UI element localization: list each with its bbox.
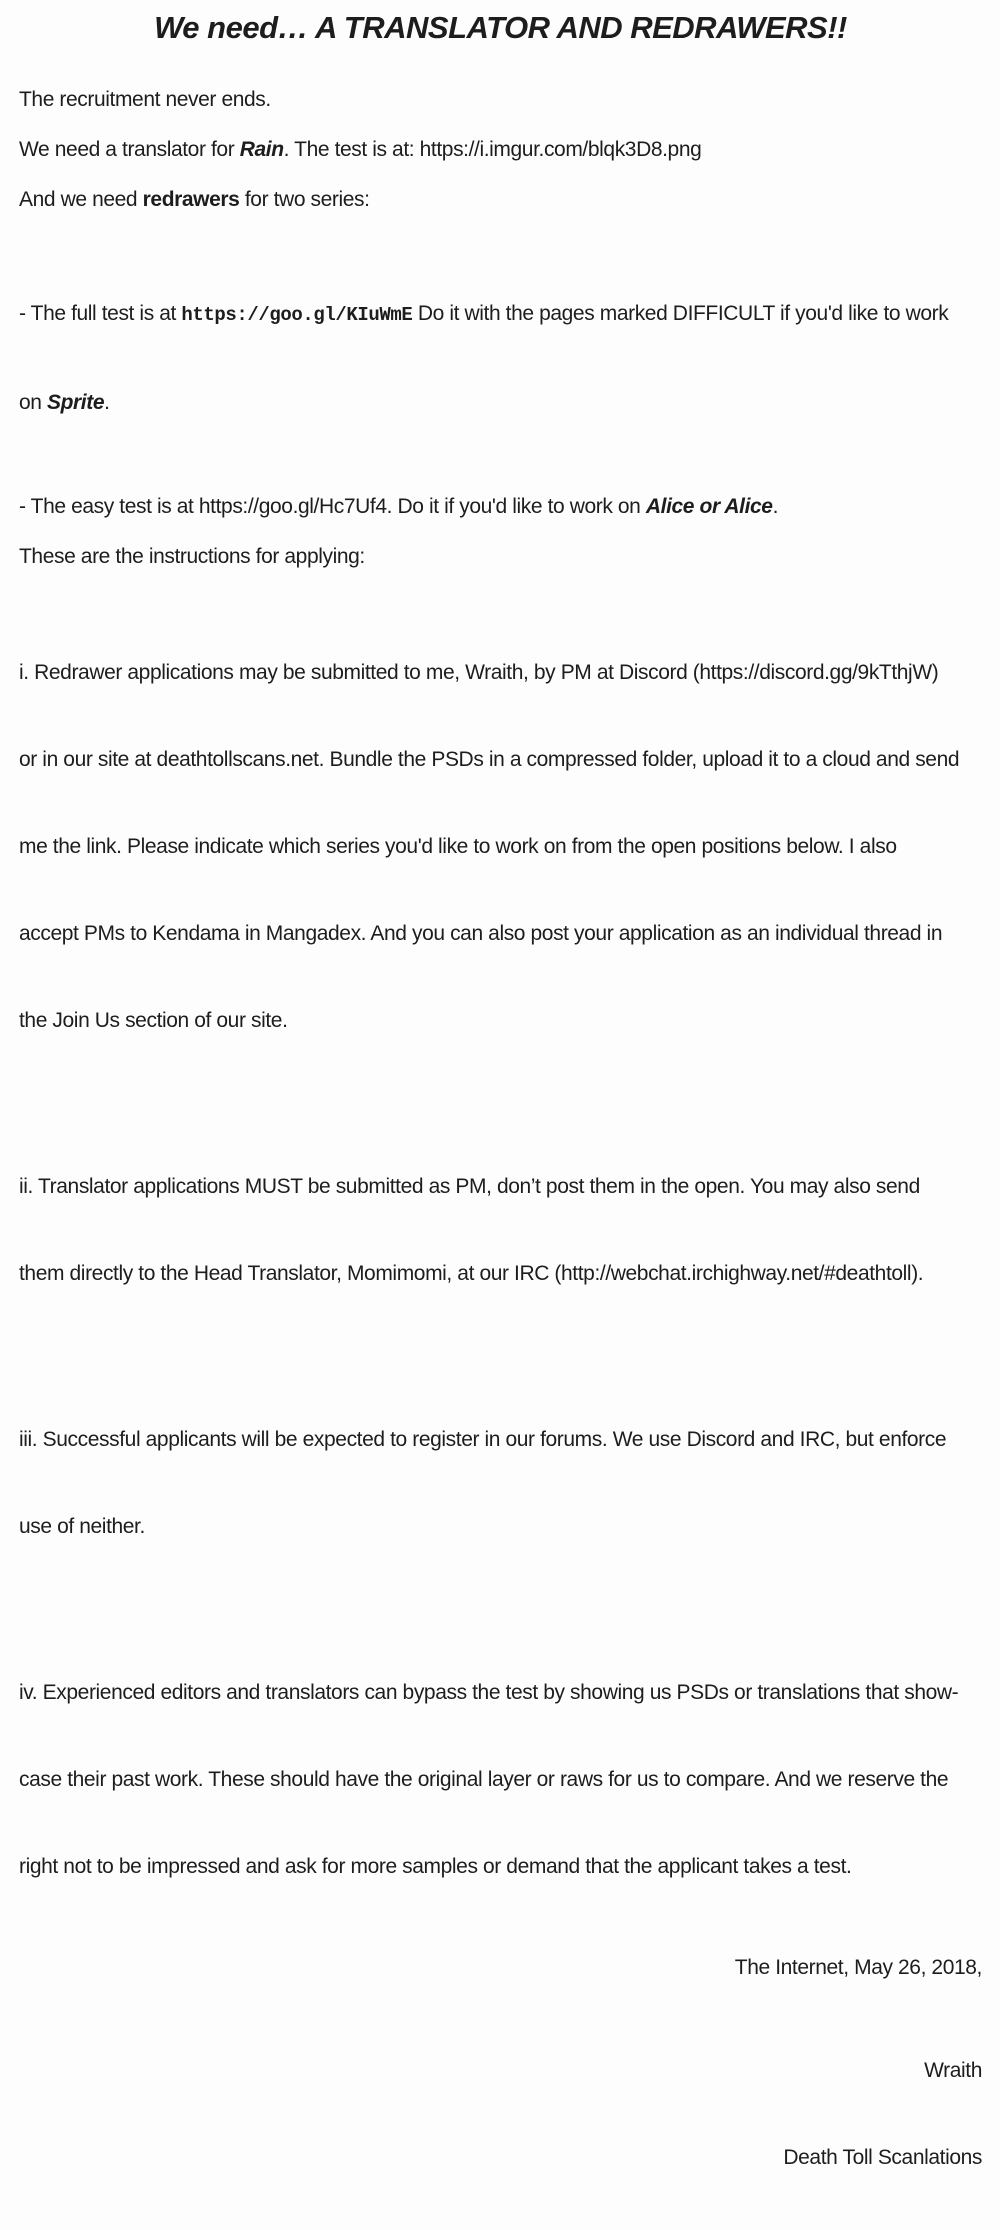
instruction-item-i (19, 600, 982, 1093)
imgur-test-url-text: https://i.imgur.com/blqk3D8.png (419, 138, 702, 161)
item-i-line-1: i. Redrawer applications may be submitted to me, Wraith, by PM at Discord (https://discord.gg/9kTthjW) (19, 661, 939, 684)
item-iv-line-1: iv. Experienced editors and translators can bypass the test by showing us PSDs or translations that show- (19, 1681, 959, 1704)
text-run: . (104, 391, 110, 414)
item-ii-line-1: ii. Translator applications MUST be submitted as PM, don’t post them in the open. You may also send (19, 1175, 920, 1198)
text-run: - The full test is at (19, 302, 182, 325)
paragraph-translator-need (19, 135, 982, 164)
signature-dateline: The Internet, May 26, 2018, (734, 1956, 982, 1979)
signature-block (19, 1998, 982, 2230)
item-ii-line-2: them directly to the Head Translator, Momimomi, at our IRC (http://webchat.irchighway.net/#deathtoll). (19, 1262, 924, 1285)
text-run: . (772, 495, 779, 518)
goo-gl-easy-test-url-text: https://goo.gl/Hc7Uf4 (198, 495, 387, 518)
text-run: for two series: (239, 188, 370, 211)
instruction-item-iv (19, 1620, 982, 1939)
signature-group: Death Toll Scanlations (783, 2146, 982, 2169)
item-iv-line-2: case their past work. These should have the original layer or raws for us to compare. And we reserve the (19, 1768, 949, 1791)
item-i-line-4: accept PMs to Kendama in Mangadex. And you can also post your application as an individual thread in (19, 922, 943, 945)
item-iii-line-2: use of neither. (19, 1515, 145, 1538)
recruitment-notice-page (0, 8, 1000, 2169)
instruction-item-iii (19, 1367, 982, 1599)
paragraph-recruitment (19, 85, 982, 114)
text-run: These are the instructions for applying: (19, 545, 365, 568)
full-test-line-2 (19, 388, 982, 417)
series-name-sprite: Sprite (47, 391, 105, 414)
series-name-alice-or-alice: Alice or Alice (645, 495, 773, 518)
text-run: Do it with the pages marked DIFFICULT if you'd like to work (412, 302, 949, 325)
item-iv-line-3: right not to be impressed and ask for more samples or demand that the applicant takes a test. (19, 1855, 852, 1878)
paragraph-full-test (19, 241, 982, 475)
text-run: And we need (19, 188, 143, 211)
text-run: on (19, 391, 47, 414)
text-run: . Do it if you'd like to work on (386, 495, 646, 518)
item-iii-line-1: iii. Successful applicants will be expected to register in our forums. We use Discord and IRC, but enforce (19, 1428, 947, 1451)
full-test-line-1 (19, 299, 982, 330)
series-name-rain: Rain (239, 138, 284, 161)
item-i-line-3: me the link. Please indicate which series you'd like to work on from the open positions below. I also (19, 835, 897, 858)
item-i-line-5: the Join Us section of our site. (19, 1009, 288, 1032)
paragraph-easy-test (19, 492, 982, 521)
goo-gl-full-test-url-text: https://goo.gl/KIuWmE (181, 304, 413, 326)
item-i-line-2: or in our site at deathtollscans.net. Bundle the PSDs in a compressed folder, upload it to a cloud and send (19, 748, 960, 771)
paragraph-redrawers-need (19, 185, 982, 214)
text-run: . The test is at: (283, 138, 420, 161)
text-run: The recruitment never ends. (19, 88, 271, 111)
text-run: - The easy test is at (19, 495, 199, 518)
instructions-heading (19, 542, 982, 571)
signature-name: Wraith (924, 2059, 982, 2082)
page-title: We need… A TRANSLATOR AND REDRAWERS!! (154, 10, 847, 45)
redrawers-emphasis: redrawers (142, 188, 240, 211)
text-run: We need a translator for (19, 138, 240, 161)
instruction-item-ii (19, 1114, 982, 1346)
